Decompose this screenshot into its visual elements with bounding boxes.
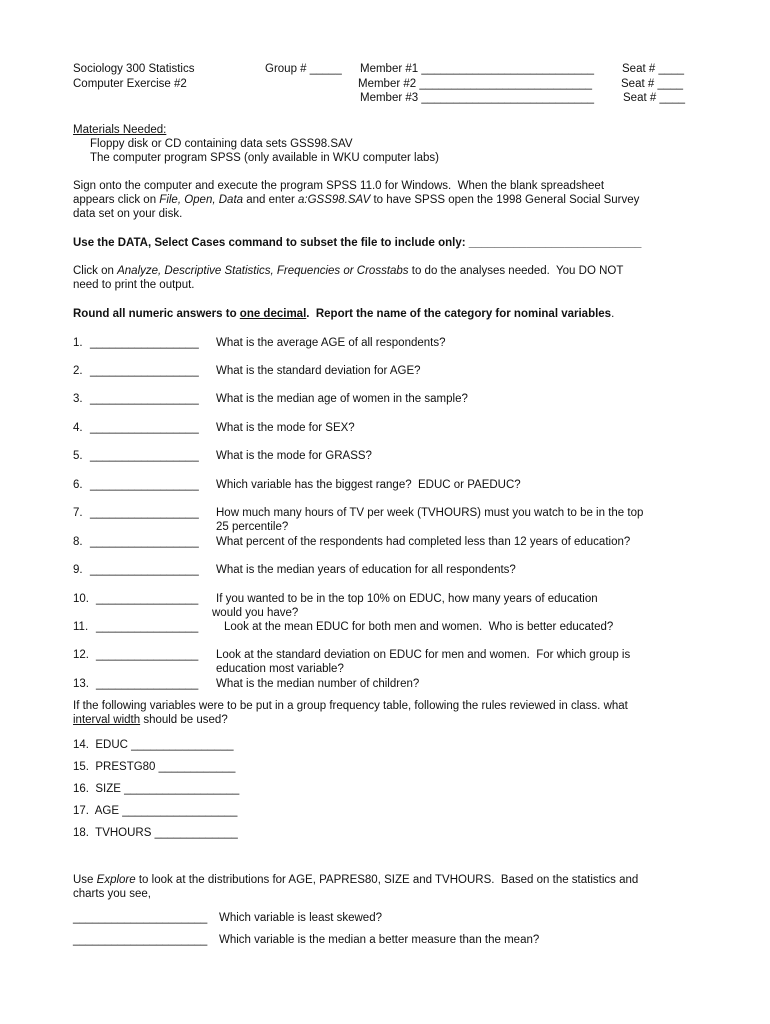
answer-blank: _________________: [90, 393, 199, 405]
question-2-number: 2.: [73, 365, 83, 377]
question-11-number: 11.: [73, 621, 89, 633]
answer-blank: _________________: [90, 479, 199, 491]
question-12-number: 12.: [73, 649, 89, 661]
question-text: What is the median number of children?: [216, 678, 420, 690]
group-field: Group # _____: [265, 63, 342, 75]
question-text: How much many hours of TV per week (TVHOURS) must you watch to be in the top: [216, 507, 644, 519]
question-text: What is the mode for GRASS?: [216, 450, 372, 462]
question-text: What is the mode for SEX?: [216, 422, 355, 434]
interval-item: 16. SIZE __________________: [73, 783, 240, 795]
materials-item: The computer program SPSS (only available in WKU computer labs): [90, 152, 439, 164]
materials-heading: Materials Needed:: [73, 124, 167, 136]
question-text: Look at the mean EDUC for both men and women. Who is better educated?: [224, 621, 614, 633]
question-text: Which variable is least skewed?: [219, 912, 382, 924]
rounding-instruction: Round all numeric answers to one decimal. Report the name of the category for nominal variables.: [73, 308, 615, 320]
answer-blank: _________________: [90, 536, 199, 548]
question-text: Which variable has the biggest range? EDUC or PAEDUC?: [216, 479, 521, 491]
answer-blank: _________________: [90, 564, 199, 576]
interval-instruction-line-1: If the following variables were to be put in a group frequency table, following the rules reviewed in class. what: [73, 700, 628, 712]
answer-blank: _________________: [90, 337, 199, 349]
file-path: a:GSS98.SAV: [298, 194, 371, 206]
interval-item: 18. TVHOURS _____________: [73, 827, 238, 839]
interval-instruction-line-2: interval width should be used?: [73, 714, 228, 726]
answer-blank: ________________: [96, 678, 199, 690]
question-text: What is the standard deviation for AGE?: [216, 365, 421, 377]
signon-line-3: data set on your disk.: [73, 208, 183, 220]
signon-line-1: Sign onto the computer and execute the program SPSS 11.0 for Windows. When the blank spreadsheet: [73, 180, 605, 192]
answer-blank: _________________: [90, 422, 199, 434]
question-text: What percent of the respondents had completed less than 12 years of education?: [216, 536, 631, 548]
question-3-number: 3.: [73, 393, 83, 405]
question-text-continued: 25 percentile?: [216, 521, 289, 533]
explore-instruction-line-2: charts you see,: [73, 888, 151, 900]
question-13-number: 13.: [73, 678, 89, 690]
seat-1-field: Seat # ____: [622, 63, 685, 75]
question-text: Which variable is the median a better measure than the mean?: [219, 934, 540, 946]
select-cases-instruction: Use the DATA, Select Cases command to subset the file to include only: ___________________________: [73, 237, 642, 249]
interval-item: 15. PRESTG80 ____________: [73, 761, 236, 773]
exercise-title: Computer Exercise #2: [73, 78, 187, 90]
question-text: What is the average AGE of all respondents?: [216, 337, 446, 349]
answer-blank: ________________: [96, 621, 199, 633]
member-1-field: Member #1 ___________________________: [360, 63, 595, 75]
seat-2-field: Seat # ____: [621, 78, 684, 90]
answer-blank: ________________: [96, 593, 199, 605]
answer-blank: _____________________: [73, 934, 208, 946]
click-on-line-2: need to print the output.: [73, 279, 195, 291]
question-text-continued: education most variable?: [216, 663, 344, 675]
question-9-number: 9.: [73, 564, 83, 576]
materials-item: Floppy disk or CD containing data sets GSS98.SAV: [90, 138, 353, 150]
question-8-number: 8.: [73, 536, 83, 548]
answer-blank: _________________: [90, 365, 199, 377]
question-4-number: 4.: [73, 422, 83, 434]
question-text: What is the median age of women in the sample?: [216, 393, 468, 405]
explore-menu-path: Explore: [96, 874, 136, 886]
question-text-continued: would you have?: [212, 607, 299, 619]
member-2-field: Member #2 ___________________________: [358, 78, 593, 90]
question-1-number: 1.: [73, 337, 83, 349]
course-title: Sociology 300 Statistics: [73, 63, 195, 75]
answer-blank: ________________: [96, 649, 199, 661]
explore-instruction-line-1: Use Explore to look at the distributions for AGE, PAPRES80, SIZE and TVHOURS. Based on the statistics and: [73, 874, 639, 886]
member-3-field: Member #3 ___________________________: [360, 92, 595, 104]
interval-item: 17. AGE __________________: [73, 805, 238, 817]
question-5-number: 5.: [73, 450, 83, 462]
question-text: What is the median years of education for all respondents?: [216, 564, 516, 576]
question-7-number: 7.: [73, 507, 83, 519]
click-on-line-1: Click on Analyze, Descriptive Statistics, Frequencies or Crosstabs to do the analyses needed. You DO NOT: [73, 265, 624, 277]
question-6-number: 6.: [73, 479, 83, 491]
question-text: If you wanted to be in the top 10% on EDUC, how many years of education: [216, 593, 598, 605]
question-10-number: 10.: [73, 593, 89, 605]
seat-3-field: Seat # ____: [623, 92, 686, 104]
signon-line-2: appears click on File, Open, Data and enter a:GSS98.SAV to have SPSS open the 1998 General Social Survey: [73, 194, 640, 206]
answer-blank: _________________: [90, 507, 199, 519]
analyze-menu-path: Analyze, Descriptive Statistics, Frequencies or Crosstabs: [117, 265, 409, 277]
answer-blank: _____________________: [73, 912, 208, 924]
answer-blank: _________________: [90, 450, 199, 462]
menu-path: File, Open, Data: [159, 194, 244, 206]
question-text: Look at the standard deviation on EDUC for men and women. For which group is: [216, 649, 631, 661]
interval-item: 14. EDUC ________________: [73, 739, 234, 751]
